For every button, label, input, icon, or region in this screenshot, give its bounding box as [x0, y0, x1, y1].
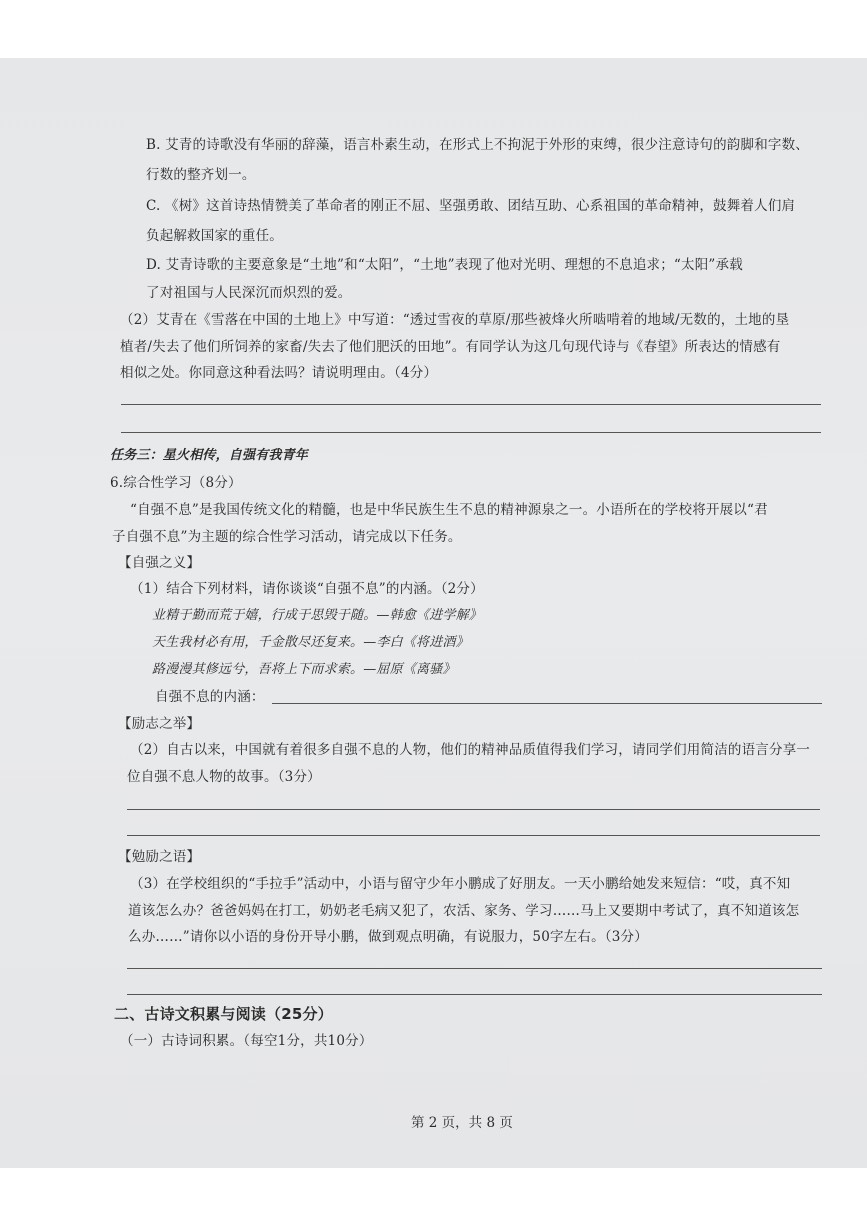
q6-2-line1: （2）自古以来，中国就有着很多自强不息的人物，他们的精神品质值得我们学习，请同学们用简洁的语言分享一: [130, 742, 811, 758]
quote-han-yu: 业精于勤而荒于嬉，行成于思毁于随。—韩愈《进学解》: [152, 608, 483, 623]
option-d-line2: 了对祖国与人民深沉而炽烈的爱。: [146, 285, 352, 301]
option-b-line2: 行数的整齐划一。: [146, 167, 256, 183]
q5-2-line1: （2）艾青在《雪落在中国的土地上》中写道：“透过雪夜的草原/那些被烽火所啮啃着的地域/无数的，土地的垦: [120, 312, 790, 328]
answer-line[interactable]: [127, 994, 822, 995]
option-d-line1: D. 艾青诗歌的主要意象是“土地”和“太阳”，“土地”表现了他对光明、理想的不息追求；“太阳”承载: [146, 257, 743, 273]
answer-line[interactable]: [127, 809, 820, 810]
part2-title: 二、古诗文积累与阅读（25分）: [114, 1005, 333, 1023]
option-c-line1: C. 《树》这首诗热情赞美了革命者的刚正不屈、坚强勇敢、团结互助、心系祖国的革命精神，鼓舞着人们肩: [146, 198, 796, 214]
answer-line[interactable]: [127, 835, 820, 836]
answer-line[interactable]: [127, 968, 822, 969]
q6-3-line1: （3）在学校组织的“手拉手”活动中，小语与留守少年小鹏成了好朋友。一天小鹏给她发来短信：“哎，真不知: [130, 876, 791, 892]
quote-qu-yuan: 路漫漫其修远兮，吾将上下而求索。—屈原《离骚》: [152, 662, 456, 677]
q6-2-line2: 位自强不息人物的故事。（3分）: [127, 769, 321, 785]
option-b-line1: B. 艾青的诗歌没有华丽的辞藻，语言朴素生动，在形式上不拘泥于外形的束缚，很少注意诗句的韵脚和字数、: [146, 137, 810, 153]
answer-line[interactable]: [121, 404, 821, 405]
q5-2-line3: 相似之处。你同意这种看法吗？请说明理由。（4分）: [120, 365, 438, 381]
q6-3-line3: 么办……”请你以小语的身份开导小鹏，做到观点明确，有说服力，50字左右。（3分）: [128, 929, 648, 945]
exam-page: [0, 58, 867, 1168]
answer-line[interactable]: [121, 432, 821, 433]
quote-li-bai: 天生我材必有用，千金散尽还复来。—李白《将进酒》: [152, 635, 469, 650]
q6-title: 6.综合性学习（8分）: [110, 475, 242, 491]
answer-label: 自强不息的内涵：: [155, 689, 265, 705]
q6-3-line2: 道该怎么办？爸爸妈妈在打工，奶奶老毛病又犯了，农活、家务、学习……马上又要期中考试了，真不知道该怎: [128, 903, 800, 919]
part2-subtitle: （一）古诗词积累。（每空1分，共10分）: [120, 1033, 373, 1049]
answer-line[interactable]: [272, 703, 822, 704]
task3-title: 任务三：星火相传，自强有我青年: [110, 448, 309, 463]
q6-intro-line2: 子自强不息”为主题的综合性学习活动，请完成以下任务。: [112, 529, 462, 545]
section-encouraging-words: 【勉励之语】: [118, 849, 201, 865]
q6-intro-line1: “自强不息”是我国传统文化的精髓，也是中华民族生生不息的精神源泉之一。小语所在的学校将开展以“君: [130, 502, 768, 518]
q5-2-line2: 植者/失去了他们所饲养的家畜/失去了他们肥沃的田地”。有同学认为这几句现代诗与《春望》所表达的情感有: [120, 339, 781, 355]
page-number: 第 2 页，共 8 页: [411, 1115, 513, 1131]
section-inspiring-deeds: 【励志之举】: [118, 716, 201, 732]
q6-1-prompt: （1）结合下列材料，请你谈谈“自强不息”的内涵。（2分）: [130, 581, 484, 597]
section-self-strength-meaning: 【自强之义】: [118, 555, 201, 571]
option-c-line2: 负起解救国家的重任。: [146, 228, 283, 244]
